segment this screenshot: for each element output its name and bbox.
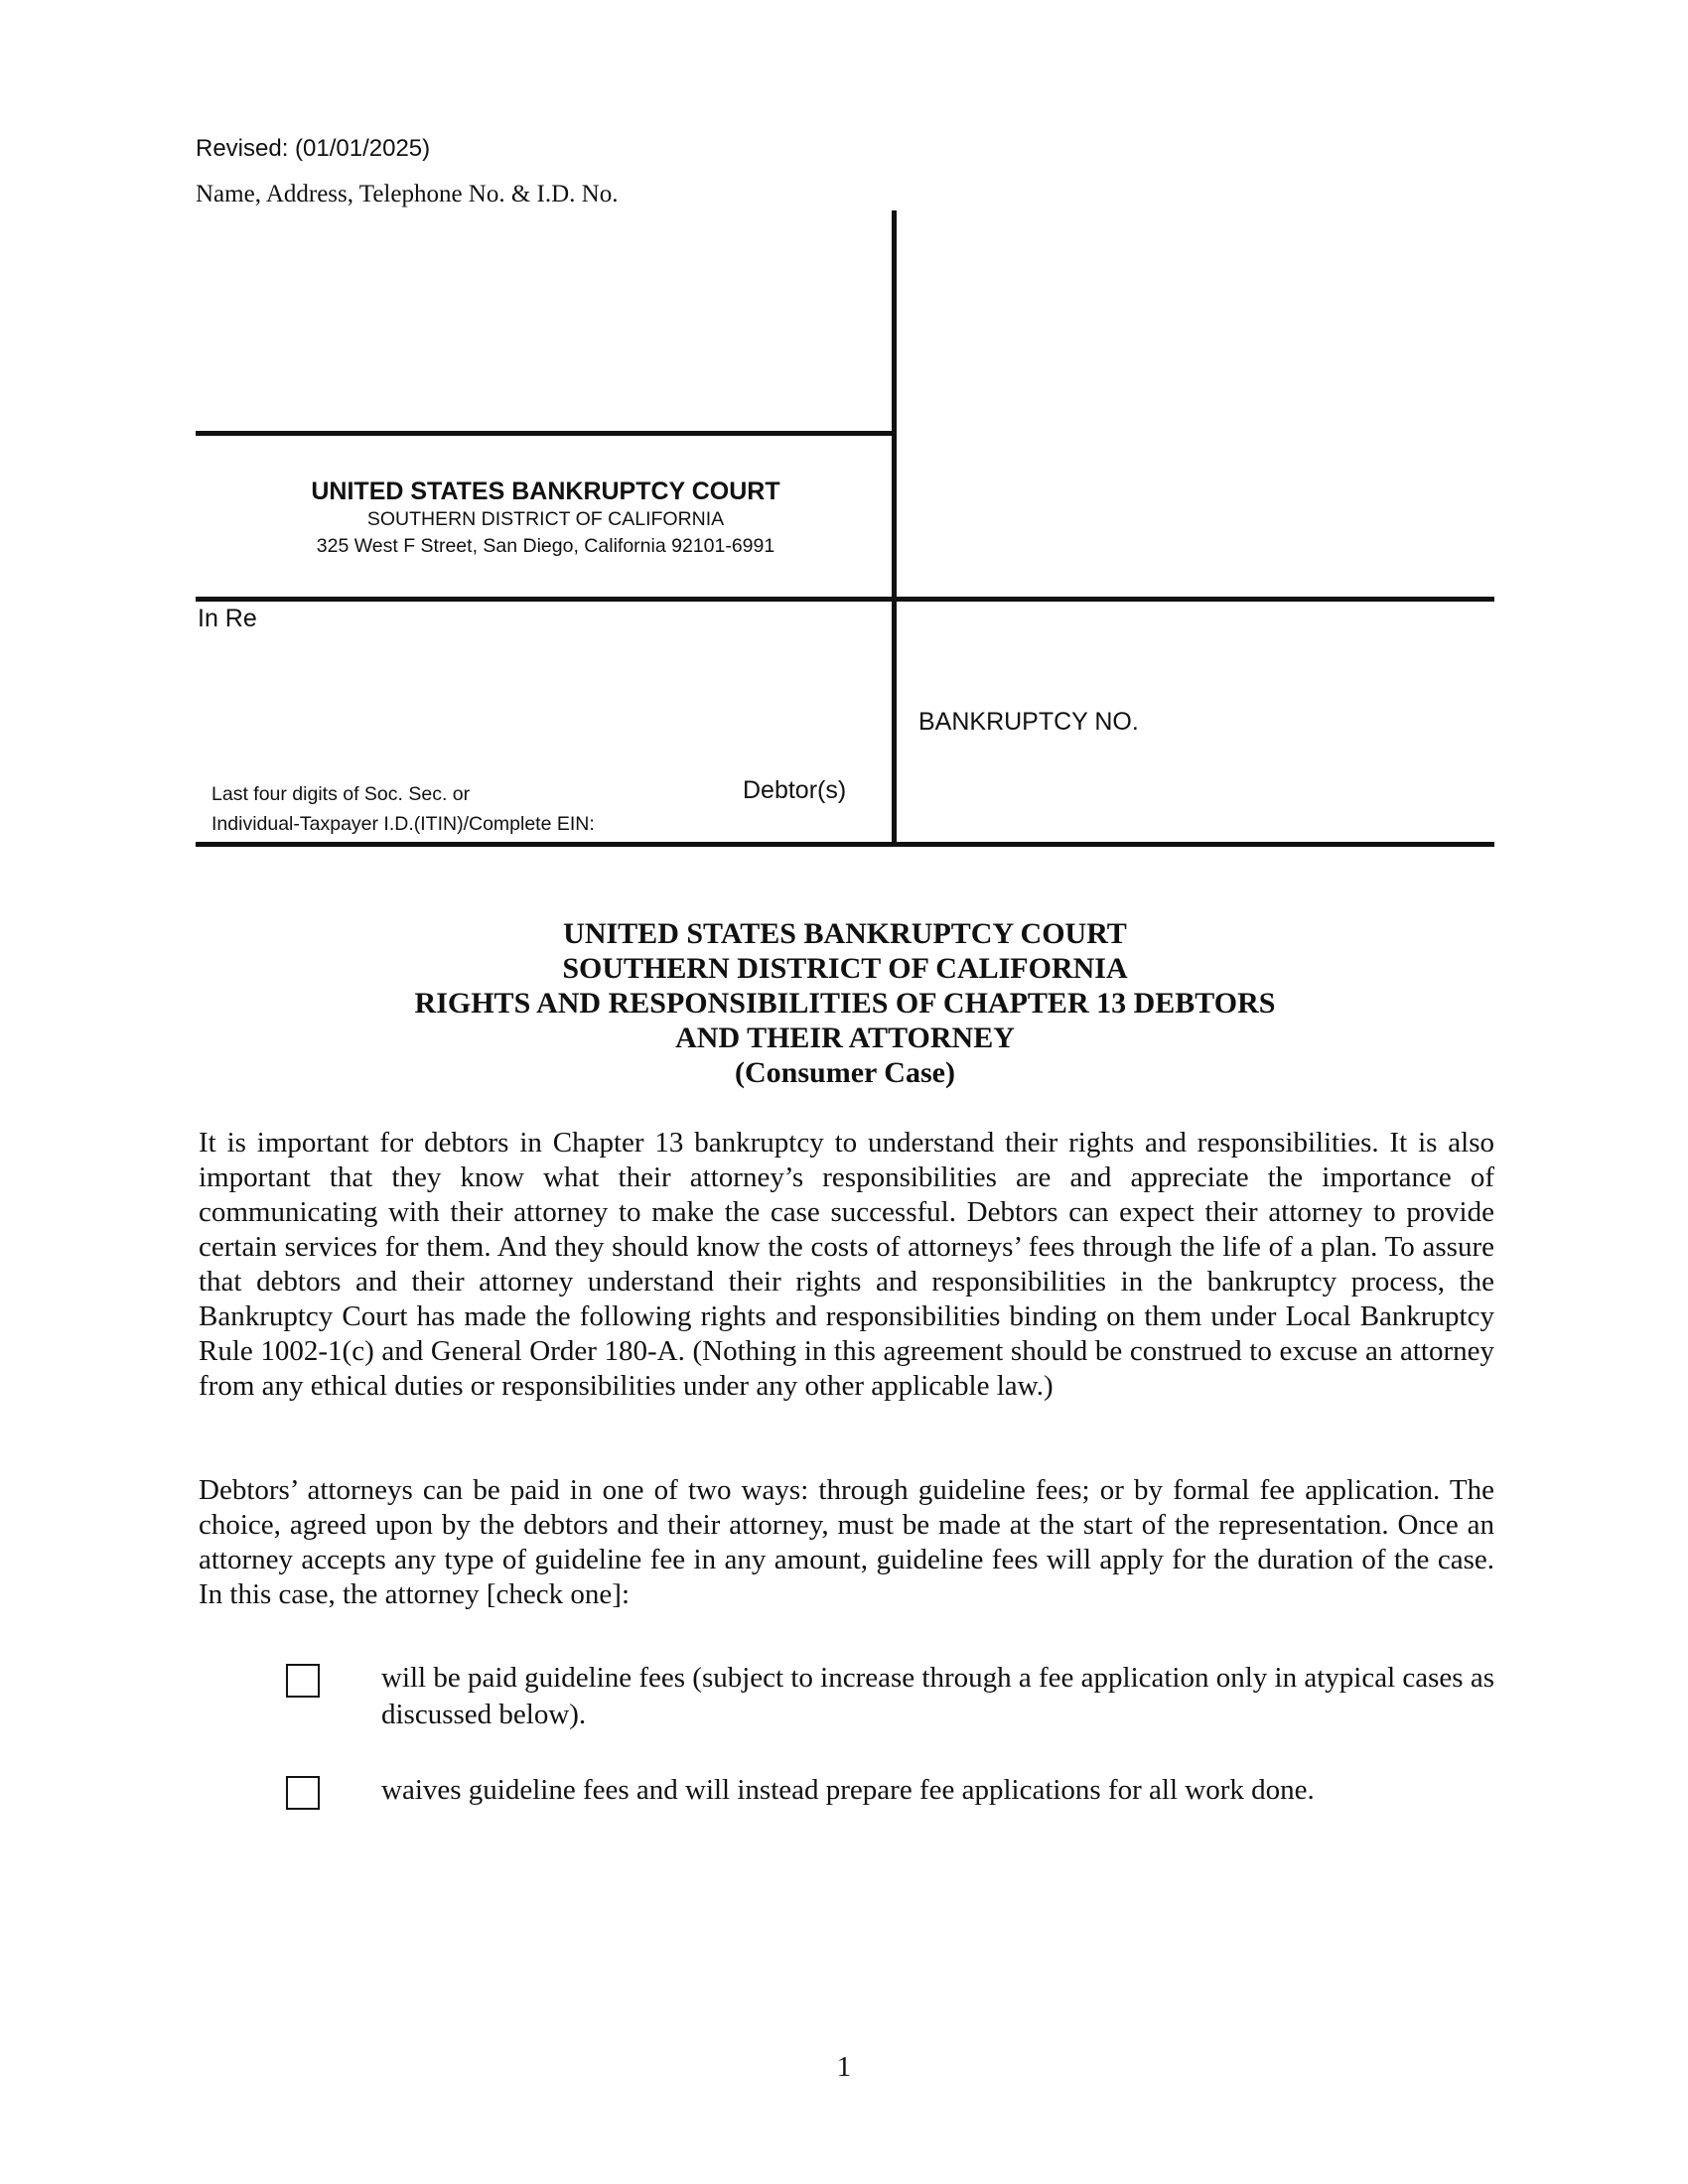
- title-line-5: (Consumer Case): [735, 1056, 955, 1089]
- court-district: SOUTHERN DISTRICT OF CALIFORNIA: [366, 508, 725, 530]
- ssn-label-line1: Last four digits of Soc. Sec. or: [211, 783, 471, 805]
- revised-date: Revised: (01/01/2025): [196, 135, 431, 162]
- title-line-3: RIGHTS AND RESPONSIBILITIES OF CHAPTER 13 DEBTORS: [414, 987, 1276, 1020]
- fee-application-checkbox[interactable]: [286, 1776, 320, 1810]
- bankruptcy-number-label: BANKRUPTCY NO.: [918, 708, 1139, 736]
- court-box-top-rule: [196, 431, 897, 436]
- title-line-4: AND THEIR ATTORNEY: [675, 1022, 1015, 1054]
- in-re-label: In Re: [198, 605, 257, 632]
- fee-paragraph: Debtors’ attorneys can be paid in one of two ways: through guideline fees; or by formal fee application. The choice, agreed upon by the debtors and their attorney, must be made at the start of the representation. Once an attorney accepts any type of guideline fee in any amount, guideline fees will apply for the duration of the case. In this case, the attorney [check one]:: [199, 1474, 1494, 1610]
- page-number: 1: [836, 2051, 852, 2083]
- guideline-fees-option-label: will be paid guideline fees (subject to increase through a fee application only in atypical cases as discussed below).: [381, 1662, 1494, 1730]
- intro-paragraph: It is important for debtors in Chapter 13 bankruptcy to understand their rights and responsibilities. It is also important that they know what their attorney’s responsibilities are and appreciate the importance of communicating with their attorney to make the case successful. Debtors can expect their attorney to provide certain services for them. And they should know the costs of attorneys’ fees through the life of a plan. To assure that debtors and their attorney understand their rights and responsibilities in the bankruptcy process, the Bankruptcy Court has made the following rights and responsibilities binding on them under Local Bankruptcy Rule 1002-1(c) and General Order 180-A. (Nothing in this agreement should be construed to excuse an attorney from any ethical duties or responsibilities under any other applicable law.): [199, 1127, 1494, 1402]
- caption-bottom-rule: [196, 842, 1494, 847]
- debtors-label: Debtor(s): [743, 776, 847, 804]
- court-name: UNITED STATES BANKRUPTCY COURT: [311, 478, 780, 505]
- title-line-2: SOUTHERN DISTRICT OF CALIFORNIA: [562, 952, 1128, 985]
- court-address: 325 West F Street, San Diego, California 92101-6991: [316, 535, 775, 557]
- name-address-label: Name, Address, Telephone No. & I.D. No.: [196, 181, 619, 207]
- caption-middle-rule: [196, 597, 1494, 602]
- ssn-label-line2: Individual-Taxpayer I.D.(ITIN)/Complete EIN:: [211, 813, 595, 835]
- fee-application-option-label: waives guideline fees and will instead prepare fee applications for all work done.: [381, 1774, 1315, 1806]
- guideline-fees-checkbox[interactable]: [286, 1664, 320, 1698]
- title-line-1: UNITED STATES BANKRUPTCY COURT: [563, 917, 1127, 950]
